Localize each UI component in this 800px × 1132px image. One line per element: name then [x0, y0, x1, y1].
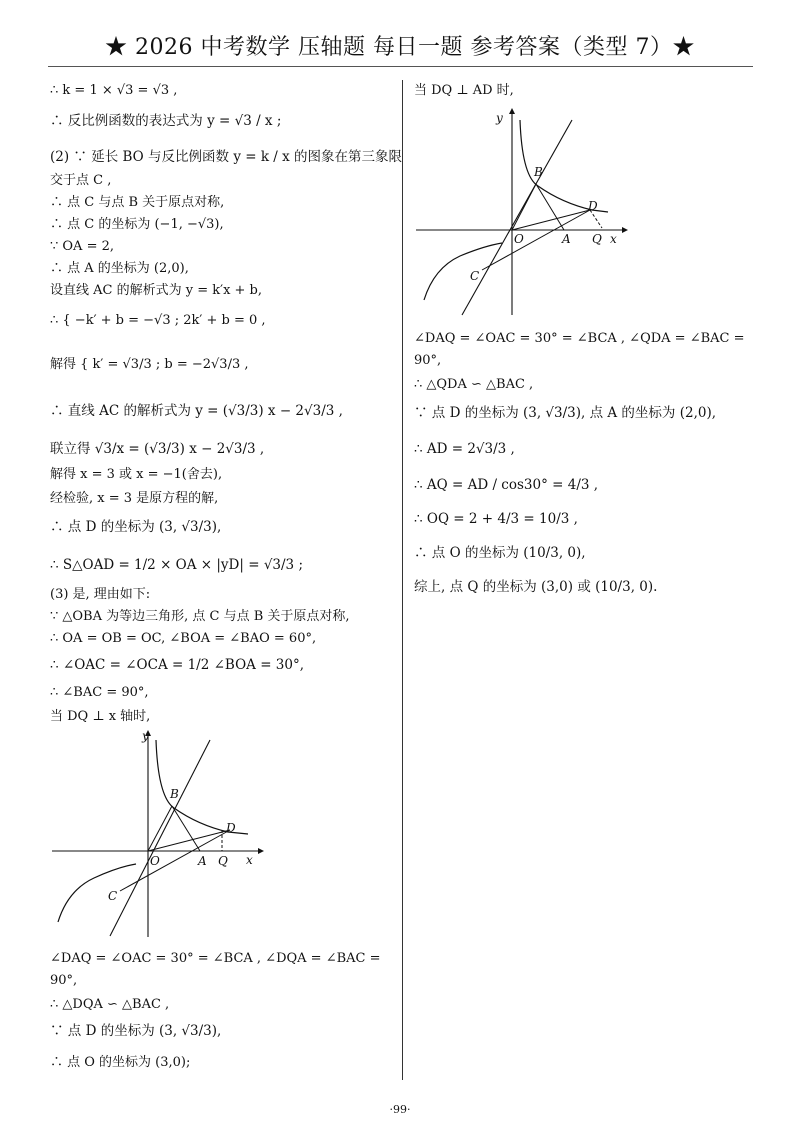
left-line-4: 交于点 C ,: [50, 173, 112, 188]
header-rule: [48, 66, 753, 67]
left-line-15: 经检验, x = 3 是原方程的解,: [50, 491, 219, 506]
left-line-13: 联立得 √3/x = (√3/3) x − 2√3/3 ,: [50, 441, 265, 457]
left-line-23: 当 DQ ⊥ x 轴时,: [50, 709, 151, 724]
fig2-C-label: C: [470, 269, 480, 283]
left-line-12: ∴ 直线 AC 的解析式为 y = (√3/3) x − 2√3/3 ,: [50, 403, 343, 419]
left-line-25: 90°,: [50, 973, 78, 988]
fig1-D-label: D: [226, 821, 236, 835]
right-line-1: 当 DQ ⊥ AD 时,: [414, 83, 514, 98]
left-line-16: ∴ 点 D 的坐标为 (3, √3/3),: [50, 519, 222, 535]
fig1-Q-label: Q: [218, 854, 228, 868]
fig2-O-label: O: [514, 232, 524, 246]
fig2-D-label: D: [588, 199, 598, 213]
left-line-28: ∴ 点 O 的坐标为 (3,0);: [50, 1055, 191, 1070]
fig1-B-label: B: [170, 787, 179, 801]
fig1-A-label: A: [198, 854, 207, 868]
left-line-19: ∵ △OBA 为等边三角形, 点 C 与点 B 关于原点对称,: [50, 609, 350, 624]
fig2-Q-label: Q: [592, 232, 602, 246]
left-line-10: ∴ { −k′ + b = −√3 ; 2k′ + b = 0 ,: [50, 313, 266, 328]
left-line-14: 解得 x = 3 或 x = −1(舍去),: [50, 467, 223, 482]
right-line-8: ∴ OQ = 2 + 4/3 = 10/3 ,: [414, 511, 578, 527]
right-line-5: ∵ 点 D 的坐标为 (3, √3/3), 点 A 的坐标为 (2,0),: [414, 405, 717, 421]
left-line-18: (3) 是, 理由如下:: [50, 587, 151, 602]
fig2-B-label: B: [534, 165, 543, 179]
left-line-24: ∠DAQ = ∠OAC = 30° = ∠BCA , ∠DQA = ∠BAC =: [50, 951, 381, 966]
fig2-x-label: x: [610, 232, 617, 246]
right-line-6: ∴ AD = 2√3/3 ,: [414, 441, 515, 457]
fig2-A-label: A: [562, 232, 571, 246]
left-line-3: (2) ∵ 延长 BO 与反比例函数 y = k / x 的图象在第三象限: [50, 149, 403, 165]
right-line-4: ∴ △QDA ∽ △BAC ,: [414, 377, 534, 392]
right-line-2: ∠DAQ = ∠OAC = 30° = ∠BCA , ∠QDA = ∠BAC =: [414, 331, 745, 346]
left-line-2: ∴ 反比例函数的表达式为 y = √3 / x ;: [50, 113, 282, 129]
fig1-C-label: C: [108, 889, 118, 903]
left-line-22: ∴ ∠BAC = 90°,: [50, 685, 149, 700]
figure-2: [412, 100, 632, 320]
fig1-y-label: y: [142, 729, 149, 743]
page-number: ·99·: [389, 1103, 411, 1116]
left-line-11: 解得 { k′ = √3/3 ; b = −2√3/3 ,: [50, 357, 249, 372]
left-line-27: ∵ 点 D 的坐标为 (3, √3/3),: [50, 1023, 222, 1039]
left-line-1: ∴ k = 1 × √3 = √3 ,: [50, 83, 178, 98]
right-line-7: ∴ AQ = AD / cos30° = 4/3 ,: [414, 477, 599, 493]
column-divider: [402, 80, 403, 1080]
fig1-x-label: x: [246, 853, 253, 867]
left-line-5: ∴ 点 C 与点 B 关于原点对称,: [50, 195, 225, 210]
left-line-26: ∴ △DQA ∽ △BAC ,: [50, 997, 170, 1012]
right-line-3: 90°,: [414, 353, 442, 368]
fig1-O-label: O: [150, 854, 160, 868]
left-line-17: ∴ S△OAD = 1/2 × OA × |yD| = √3/3 ;: [50, 557, 303, 573]
right-line-10: 综上, 点 Q 的坐标为 (3,0) 或 (10/3, 0).: [414, 579, 658, 595]
left-line-7: ∵ OA = 2,: [50, 239, 115, 254]
left-line-21: ∴ ∠OAC = ∠OCA = 1/2 ∠BOA = 30°,: [50, 657, 305, 673]
page-header-title: ★ 2026 中考数学 压轴题 每日一题 参考答案（类型 7）★: [105, 35, 695, 60]
fig2-y-label: y: [496, 111, 503, 125]
right-line-9: ∴ 点 O 的坐标为 (10/3, 0),: [414, 545, 586, 561]
figure-1: [48, 722, 268, 942]
left-line-20: ∴ OA = OB = OC, ∠BOA = ∠BAO = 60°,: [50, 631, 317, 646]
left-line-8: ∴ 点 A 的坐标为 (2,0),: [50, 261, 189, 276]
left-line-9: 设直线 AC 的解析式为 y = k′x + b,: [50, 283, 263, 298]
left-line-6: ∴ 点 C 的坐标为 (−1, −√3),: [50, 217, 224, 232]
